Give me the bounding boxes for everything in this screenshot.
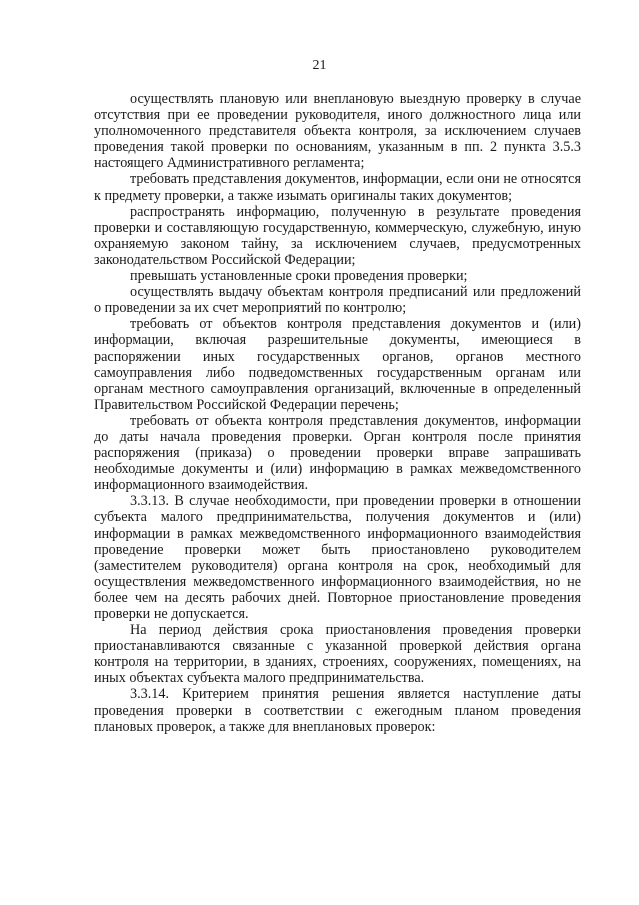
document-body xyxy=(94,91,581,735)
page-number: 21 xyxy=(312,58,327,73)
paragraph: 3.3.13. В случае необходимости, при проведении проверки в отношении субъекта малого предпринимательства, получения документов и (или) информации в рамках межведомственного информационного взаимодействия проведение проверки может быть приостановлено руководителем (заместителем руководителя) органа контроля на срок, необходимый для осуществления межведомственного информационного взаимодействия, но не более чем на десять рабочих дней. Повторное приостановление проведения проверки не допускается. xyxy=(94,493,581,622)
paragraph: требовать от объекта контроля представления документов, информации до даты начала проведения проверки. Орган контроля после принятия распоряжения (приказа) о проведении проверки вправе запрашивать необходимые документы и (или) информацию в рамках межведомственного информационного взаимодействия. xyxy=(94,412,581,494)
paragraph: требовать представления документов, информации, если они не относятся к предмету проверки, а также изымать оригиналы таких документов; xyxy=(94,171,581,204)
paragraph: осуществлять выдачу объектам контроля предписаний или предложений о проведении за их счет мероприятий по контролю; xyxy=(94,284,581,317)
paragraph: превышать установленные сроки проведения проверки; xyxy=(130,268,468,285)
paragraph: На период действия срока приостановления проведения проверки приостанавливаются связанные с указанной проверкой действия органа контроля на территории, в зданиях, строениях, сооружениях, помещениях, на иных объектах субъекта малого предпринимательства. xyxy=(94,622,581,687)
paragraph: 3.3.14. Критерием принятия решения является наступление даты проведения проверки в соответствии с ежегодным планом проведения плановых проверок, а также для внеплановых проверок: xyxy=(94,686,581,735)
paragraph: требовать от объектов контроля представления документов и (или) информации, включая разрешительные документы, имеющиеся в распоряжении иных государственных органов, органов местного самоуправления либо подведомственных государственным органам или органам местного самоуправления организаций, включенные в определенный Правительством Российской Федерации перечень; xyxy=(94,316,581,413)
paragraph: распространять информацию, полученную в результате проведения проверки и составляющую государственную, коммерческую, служебную, иную охраняемую законом тайну, за исключением случаев, предусмотренных законодательством Российской Федерации; xyxy=(94,203,581,268)
paragraph: осуществлять плановую или внеплановую выездную проверку в случае отсутствия при ее проведении руководителя, иного должностного лица или уполномоченного представителя объекта контроля, за исключением случаев проведения такой проверки по основаниям, указанным в пп. 2 пункта 3.5.3 настоящего Административного регламента; xyxy=(94,91,581,172)
